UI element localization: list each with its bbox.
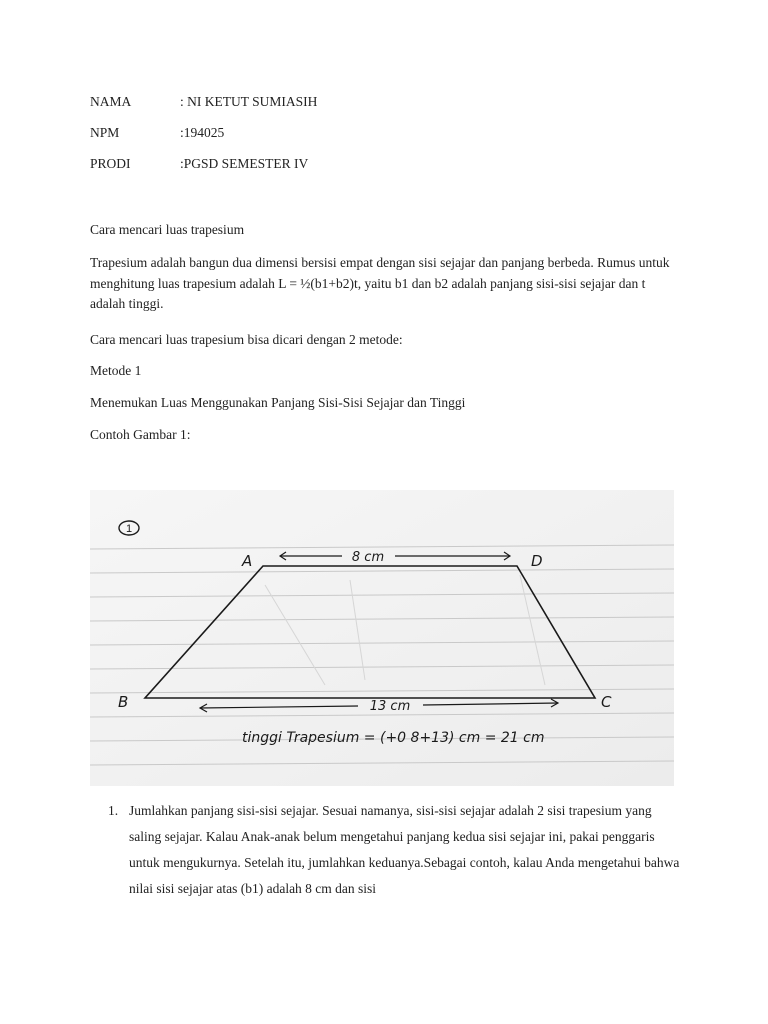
example-label: Contoh Gambar 1: <box>90 427 191 442</box>
value-nama: : NI KETUT SUMIASIH <box>180 94 318 109</box>
trapezoid-photo <box>90 490 674 786</box>
method-title: Metode 1 <box>90 363 142 378</box>
list-item <box>90 798 680 902</box>
method-subtitle: Menemukan Luas Menggunakan Panjang Sisi-Sisi Sejajar dan Tinggi <box>90 395 466 410</box>
step-number: 1. <box>108 803 119 818</box>
label-npm: NPM <box>90 125 120 140</box>
intro-paragraph: Trapesium adalah bangun dua dimensi bersisi empat dengan sisi sejajar dan panjang berbeda. Rumus untuk menghitung luas trapesium adalah L = ½(b1+b2)t, yaitu b1 dan b2 adalah panjang sisi-sisi sejajar dan t adalah tinggi. <box>90 255 670 311</box>
bottom-length-label: 13 cm <box>369 699 411 714</box>
vertex-d-label: D <box>531 552 543 570</box>
height-note: tinggi Trapesium = (+0 8+13) cm = 21 cm <box>242 730 545 746</box>
methods-intro: Cara mencari luas trapesium bisa dicari dengan 2 metode: <box>90 332 403 347</box>
steps-list <box>90 798 680 902</box>
vertex-c-label: C <box>601 693 612 711</box>
vertex-b-label: B <box>118 693 129 711</box>
label-nama: NAMA <box>90 94 132 109</box>
step-text: Jumlahkan panjang sisi-sisi sejajar. Sesuai namanya, sisi-sisi sejajar adalah 2 sisi trapesium yang saling sejajar. Kalau Anak-anak belum mengetahui panjang kedua sisi sejajar ini, pakai penggaris untuk mengukurnya. Setelah itu, jumlahkan keduanya.Sebagai contoh, kalau Anda mengetahui bahwa nilai sisi sejajar atas (b1) adalah 8 cm dan sisi <box>129 803 680 896</box>
value-npm: :194025 <box>180 125 225 140</box>
vertex-a-label: A <box>242 552 253 570</box>
label-prodi: PRODI <box>90 156 131 171</box>
figure-number: 1 <box>125 523 133 535</box>
value-prodi: :PGSD SEMESTER IV <box>180 156 309 171</box>
top-length-label: 8 cm <box>351 550 385 565</box>
section-heading: Cara mencari luas trapesium <box>90 222 245 237</box>
